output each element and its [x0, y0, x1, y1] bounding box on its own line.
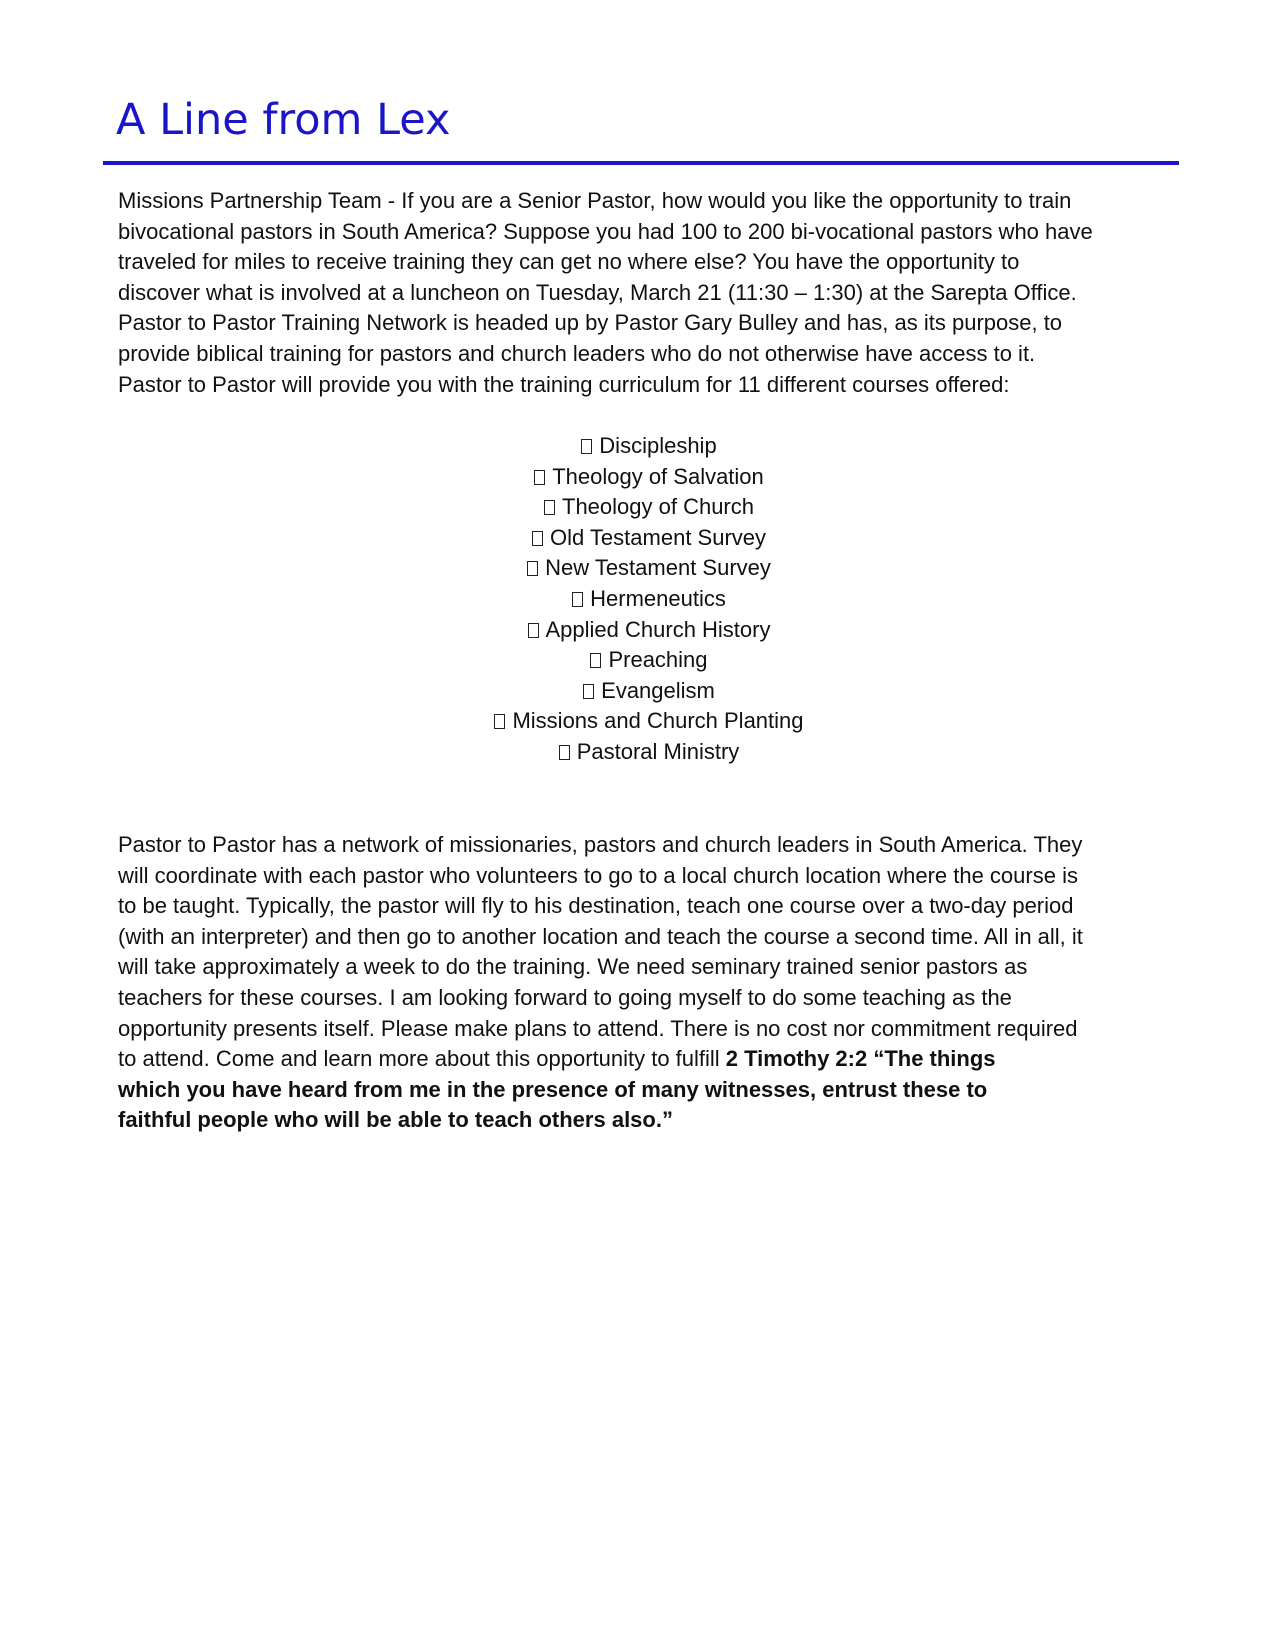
- course-item: [0, 462, 1275, 493]
- intro-line: Pastor to Pastor Training Network is headed up by Pastor Gary Bulley and has, as its purpose, to: [118, 310, 1063, 336]
- course-label: Missions and Church Planting: [512, 708, 804, 734]
- course-label: Discipleship: [599, 433, 717, 458]
- course-label: Evangelism: [601, 677, 715, 703]
- course-label: New Testament Survey: [545, 555, 771, 581]
- closing-paragraph: [118, 830, 1168, 1136]
- checkbox-glyph-icon: [572, 592, 583, 607]
- intro-line: bivocational pastors in South America? Suppose you had 100 to 200 bi-vocational pastors who have: [118, 218, 1093, 244]
- closing-line: to be taught. Typically, the pastor will fly to his destination, teach one course over a two-day period: [118, 893, 1074, 919]
- closing-text: to attend. Come and learn more about this opportunity to fulfill: [118, 1046, 726, 1072]
- course-item: [0, 676, 1275, 707]
- closing-line: will coordinate with each pastor who volunteers to go to a local church location where the course is: [118, 862, 1078, 888]
- checkbox-glyph-icon: [544, 500, 555, 515]
- closing-line: opportunity presents itself. Please make plans to attend. There is no cost nor commitment required: [118, 1015, 1078, 1041]
- course-item: [0, 706, 1275, 737]
- checkbox-glyph-icon: [527, 561, 538, 576]
- course-list: [0, 431, 1275, 768]
- course-item: [0, 615, 1275, 646]
- course-item: [0, 737, 1275, 768]
- course-item: [0, 645, 1275, 676]
- intro-line: discover what is involved at a luncheon on Tuesday, March 21 (11:30 – 1:30) at the Sarepta Office.: [118, 279, 1077, 305]
- closing-line: teachers for these courses. I am looking forward to going myself to do some teaching as the: [118, 984, 1012, 1010]
- closing-line: will take approximately a week to do the training. We need seminary trained senior pastors as: [118, 954, 1028, 980]
- closing-line: Pastor to Pastor has a network of missionaries, pastors and church leaders in South America. They: [118, 832, 1083, 857]
- intro-line: traveled for miles to receive training they can get no where else? You have the opportunity to: [118, 249, 1020, 275]
- closing-line: [118, 1044, 1168, 1075]
- checkbox-glyph-icon: [494, 714, 505, 729]
- page-title: A Line from Lex: [116, 95, 451, 145]
- course-label: Preaching: [608, 647, 708, 673]
- checkbox-glyph-icon: [581, 439, 592, 454]
- course-label: Old Testament Survey: [549, 524, 767, 550]
- title-divider: [103, 161, 1179, 165]
- intro-line: provide biblical training for pastors and church leaders who do not otherwise have access to it.: [118, 340, 1036, 366]
- checkbox-glyph-icon: [528, 623, 539, 638]
- course-item: [0, 523, 1275, 554]
- checkbox-glyph-icon: [559, 745, 570, 760]
- scripture-reference: 2 Timothy 2:2 “The things: [725, 1046, 996, 1072]
- course-label: Theology of Salvation: [552, 463, 764, 489]
- course-item: [0, 431, 1275, 462]
- intro-paragraph: [118, 186, 1168, 400]
- course-label: Hermeneutics: [590, 585, 726, 611]
- checkbox-glyph-icon: [590, 653, 601, 668]
- course-label: Pastoral Ministry: [576, 738, 740, 764]
- intro-line: Pastor to Pastor will provide you with the training curriculum for 11 different courses offered:: [118, 371, 1010, 397]
- course-item: [0, 584, 1275, 615]
- course-item: [0, 492, 1275, 523]
- checkbox-glyph-icon: [534, 470, 545, 485]
- scripture-quote-line: faithful people who will be able to teach others also.”: [118, 1107, 673, 1133]
- intro-line: Missions Partnership Team - If you are a Senior Pastor, how would you like the opportunity to train: [118, 188, 1072, 213]
- course-item: [0, 553, 1275, 584]
- closing-line: (with an interpreter) and then go to another location and teach the course a second time. All in all, it: [118, 923, 1083, 949]
- course-label: Applied Church History: [545, 616, 771, 642]
- checkbox-glyph-icon: [583, 684, 594, 699]
- checkbox-glyph-icon: [532, 531, 543, 546]
- course-label: Theology of Church: [562, 494, 754, 520]
- scripture-quote-line: which you have heard from me in the presence of many witnesses, entrust these to: [118, 1076, 988, 1102]
